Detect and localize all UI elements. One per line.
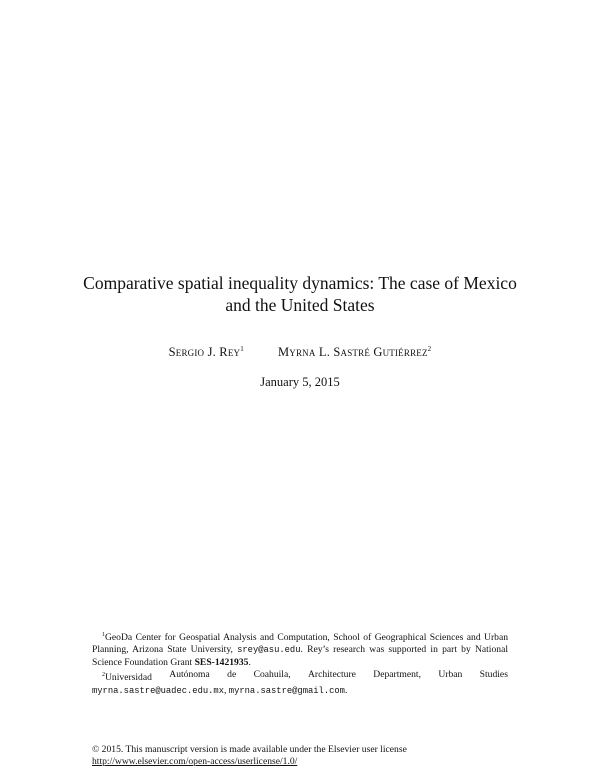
footnote-2-word-2: Autónoma — [169, 669, 210, 681]
footnote-1-text-2: . Rey’s research was supported in part by National Science Foundation Grant — [92, 644, 508, 668]
footnote-2-sep: , — [223, 684, 227, 696]
footnote-2-mark: 2 — [102, 672, 105, 679]
footnote-2-word-1: $^2$Universidad — [102, 672, 152, 684]
footnote-1 — [92, 629, 508, 669]
footnote-2-word-8: Studies — [479, 669, 508, 681]
license-link[interactable]: http://www.elsevier.com/open-access/userlicense/1.0/ — [92, 756, 298, 767]
footnote-1-email: srey@asu.edu — [237, 645, 301, 656]
footnote-2-email-1: myrna.sastre@uadec.edu.mx — [92, 685, 224, 696]
footnote-1-grant: SES-1421935 — [194, 656, 249, 668]
footnote-2-end: . — [344, 684, 348, 696]
footnote-1-text-3: . — [248, 656, 251, 668]
author-1-name: Sergio J. Rey — [168, 345, 241, 359]
author-2-name: Myrna L. Sastré Gutiérrez — [277, 345, 428, 359]
footnotes — [92, 629, 508, 697]
footnote-2-word-5: Architecture — [307, 669, 356, 681]
author-1 — [169, 345, 244, 360]
footnote-2-line-2 — [92, 685, 508, 697]
author-1-mark: 1 — [240, 345, 244, 353]
author-2-mark: 2 — [427, 345, 432, 353]
title-line-2: and the United States — [225, 295, 375, 315]
title-line-1: Comparative spatial inequality dynamics: The case of Mexico — [83, 273, 517, 293]
footnote-2-word-6: Department, — [373, 669, 421, 681]
license-text: © 2015. This manuscript version is made available under the Elsevier user license — [92, 744, 407, 755]
author-list — [0, 345, 600, 360]
footnote-2-email-2: myrna.sastre@gmail.com — [228, 685, 345, 696]
paper-date: January 5, 2015 — [260, 375, 340, 389]
footnote-2-word-4: Coahuila, — [253, 669, 291, 681]
paper-title — [60, 272, 540, 316]
footnote-2-word-3: de — [227, 669, 237, 681]
license-notice — [92, 744, 407, 768]
footnote-2-line-1 — [92, 669, 508, 684]
footnote-2-word-7: Urban — [438, 669, 463, 681]
author-2 — [278, 345, 431, 360]
footnote-1-text-1: GeoDa Center for Geospatial Analysis and Computation, School of Geographical Sciences and Urban Planning, Arizona State University, — [92, 632, 508, 656]
footnote-1-mark: 1 — [102, 632, 105, 638]
